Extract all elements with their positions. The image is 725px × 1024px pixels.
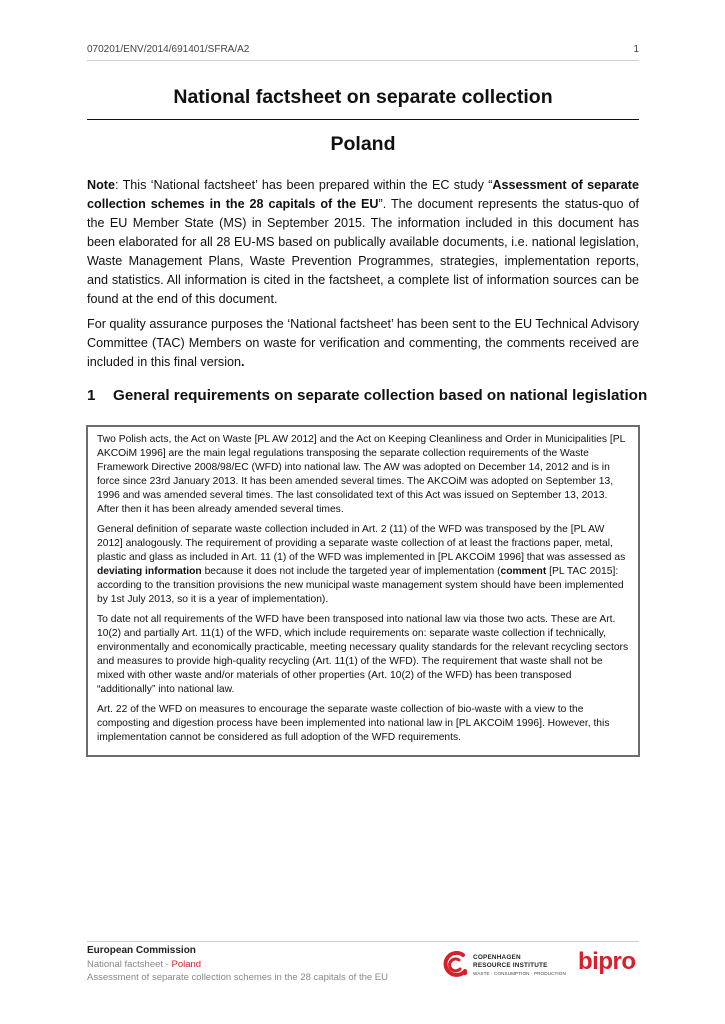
qa-end: . bbox=[241, 355, 245, 369]
bipro-logo bbox=[577, 947, 641, 977]
page-number: 1 bbox=[633, 44, 639, 55]
country-subtitle: Poland bbox=[330, 133, 396, 155]
page-title: National factsheet on separate collection bbox=[87, 86, 639, 120]
bipro-wordmark bbox=[577, 947, 641, 977]
section-heading bbox=[87, 387, 647, 404]
note-text-1: : This ‘National factsheet’ has been prepared within the EC study “ bbox=[115, 178, 493, 192]
quality-assurance-paragraph bbox=[87, 315, 639, 372]
footer-line2-prefix: National factsheet - bbox=[87, 959, 172, 970]
footer-study-title: Assessment of separate collection schemes in the 28 capitals of the EU bbox=[87, 972, 388, 983]
cri-swirl-icon bbox=[441, 951, 471, 979]
cri-line-1: COPENHAGEN bbox=[473, 954, 521, 961]
note-paragraph bbox=[87, 176, 639, 309]
box-paragraph-3: To date not all requirements of the WFD have been transposed into national law via those two acts. These are Art. 10(2) and partially Art. 11(1) of the WFD, which include requirements on: separate waste collection if technically, environmentally and economically practicable, meeting necessary quality standards for the relevant recycling sectors and measures to provide high-quality recycling (Art. 11(1) of the WFD). The requirement that waste shall not be mixed with other waste and/or materials of other properties (Art. 10(2) of the WFD) has been transposed “additionally” into national law. bbox=[97, 614, 629, 695]
box-paragraph-4: Art. 22 of the WFD on measures to encourage the separate waste collection of bio-waste with a view to the composting and digestion process have been implemented into national law in [PL AKCOiM 1996]. However, this implementation cannot be considered as full adoption of the WFD requirements. bbox=[97, 704, 610, 743]
document-id: 070201/ENV/2014/691401/SFRA/A2 bbox=[87, 44, 250, 55]
box-p2-text-a: General definition of separate waste collection included in Art. 2 (11) of the WFD was transposed by the [PL AW 2012] analogously. The requirement of providing a separate waste collection of at least the fractions paper, metal, plastic and glass as included in Art. 11 (1) of the WFD was implemented in [PL AKCOiM 1996] that was assessed as bbox=[97, 524, 626, 563]
note-text-2: ”. The document represents the status-quo of the EU Member State (MS) in September 2015. The information included in this document has been elaborated for all 28 EU-MS based on publically available documents, i.e. national legislation, Waste Management Plans, Waste Prevention Programmes, strategies, implementation reports, and statistics. All information is cited in the factsheet, a complete list of information sources can be found at the end of this document. bbox=[87, 197, 639, 306]
section-number: 1 bbox=[87, 387, 96, 404]
box-p2-comment: comment bbox=[500, 566, 547, 577]
box-paragraph-2 bbox=[97, 523, 630, 607]
footer-factsheet-line bbox=[87, 959, 201, 970]
note-study-title: Assessment of separate collection schemes in the 28 capitals of the EU bbox=[87, 178, 639, 211]
cri-logo-text bbox=[473, 954, 548, 969]
copenhagen-resource-institute-logo bbox=[441, 951, 569, 979]
footer-organization: European Commission bbox=[87, 945, 196, 956]
box-paragraph-1: Two Polish acts, the Act on Waste [PL AW 2012] and the Act on Keeping Cleanliness and Order in Municipalities [PL AKCOiM 1996] are the main legal regulations transposing the separate collection requirements of the Waste Framework Directive 2008/98/EC (WFD) into national law. The AW was adopted on December 14, 2012 and is in force since 23rd January 2013. It has been amended several times. The AKCOiM was adopted on September 13, 1996 and was amended several times. The last consolidated text of this Act was issued on September 13, 2013. After then it has been already amended several times. bbox=[97, 434, 625, 515]
cri-line-2: RESOURCE INSTITUTE bbox=[473, 961, 548, 969]
page-header bbox=[87, 44, 639, 61]
section-title: General requirements on separate collection based on national legislation bbox=[113, 387, 648, 404]
box-p2-text-b: because it does not include the targeted year of implementation ( bbox=[201, 566, 501, 577]
box-p2-text-c: [PL TAC 2015]: according to the transition provisions the new municipal waste management system should have been implemented by 1st July 2013, so it is a year of implementation). bbox=[97, 566, 624, 605]
note-label: Note bbox=[87, 178, 115, 192]
box-p2-deviating: deviating information bbox=[97, 566, 202, 577]
qa-text: For quality assurance purposes the ‘National factsheet’ has been sent to the EU Technical Advisory Committee (TAC) Members on waste for verification and commenting, the comments received are included in this final version bbox=[87, 317, 639, 369]
cri-tagline: WASTE · CONSUMPTION · PRODUCTION bbox=[473, 971, 566, 976]
bipro-text: bipro bbox=[578, 948, 636, 975]
legislation-summary-box bbox=[86, 425, 640, 757]
footer-country: Poland bbox=[171, 959, 202, 970]
